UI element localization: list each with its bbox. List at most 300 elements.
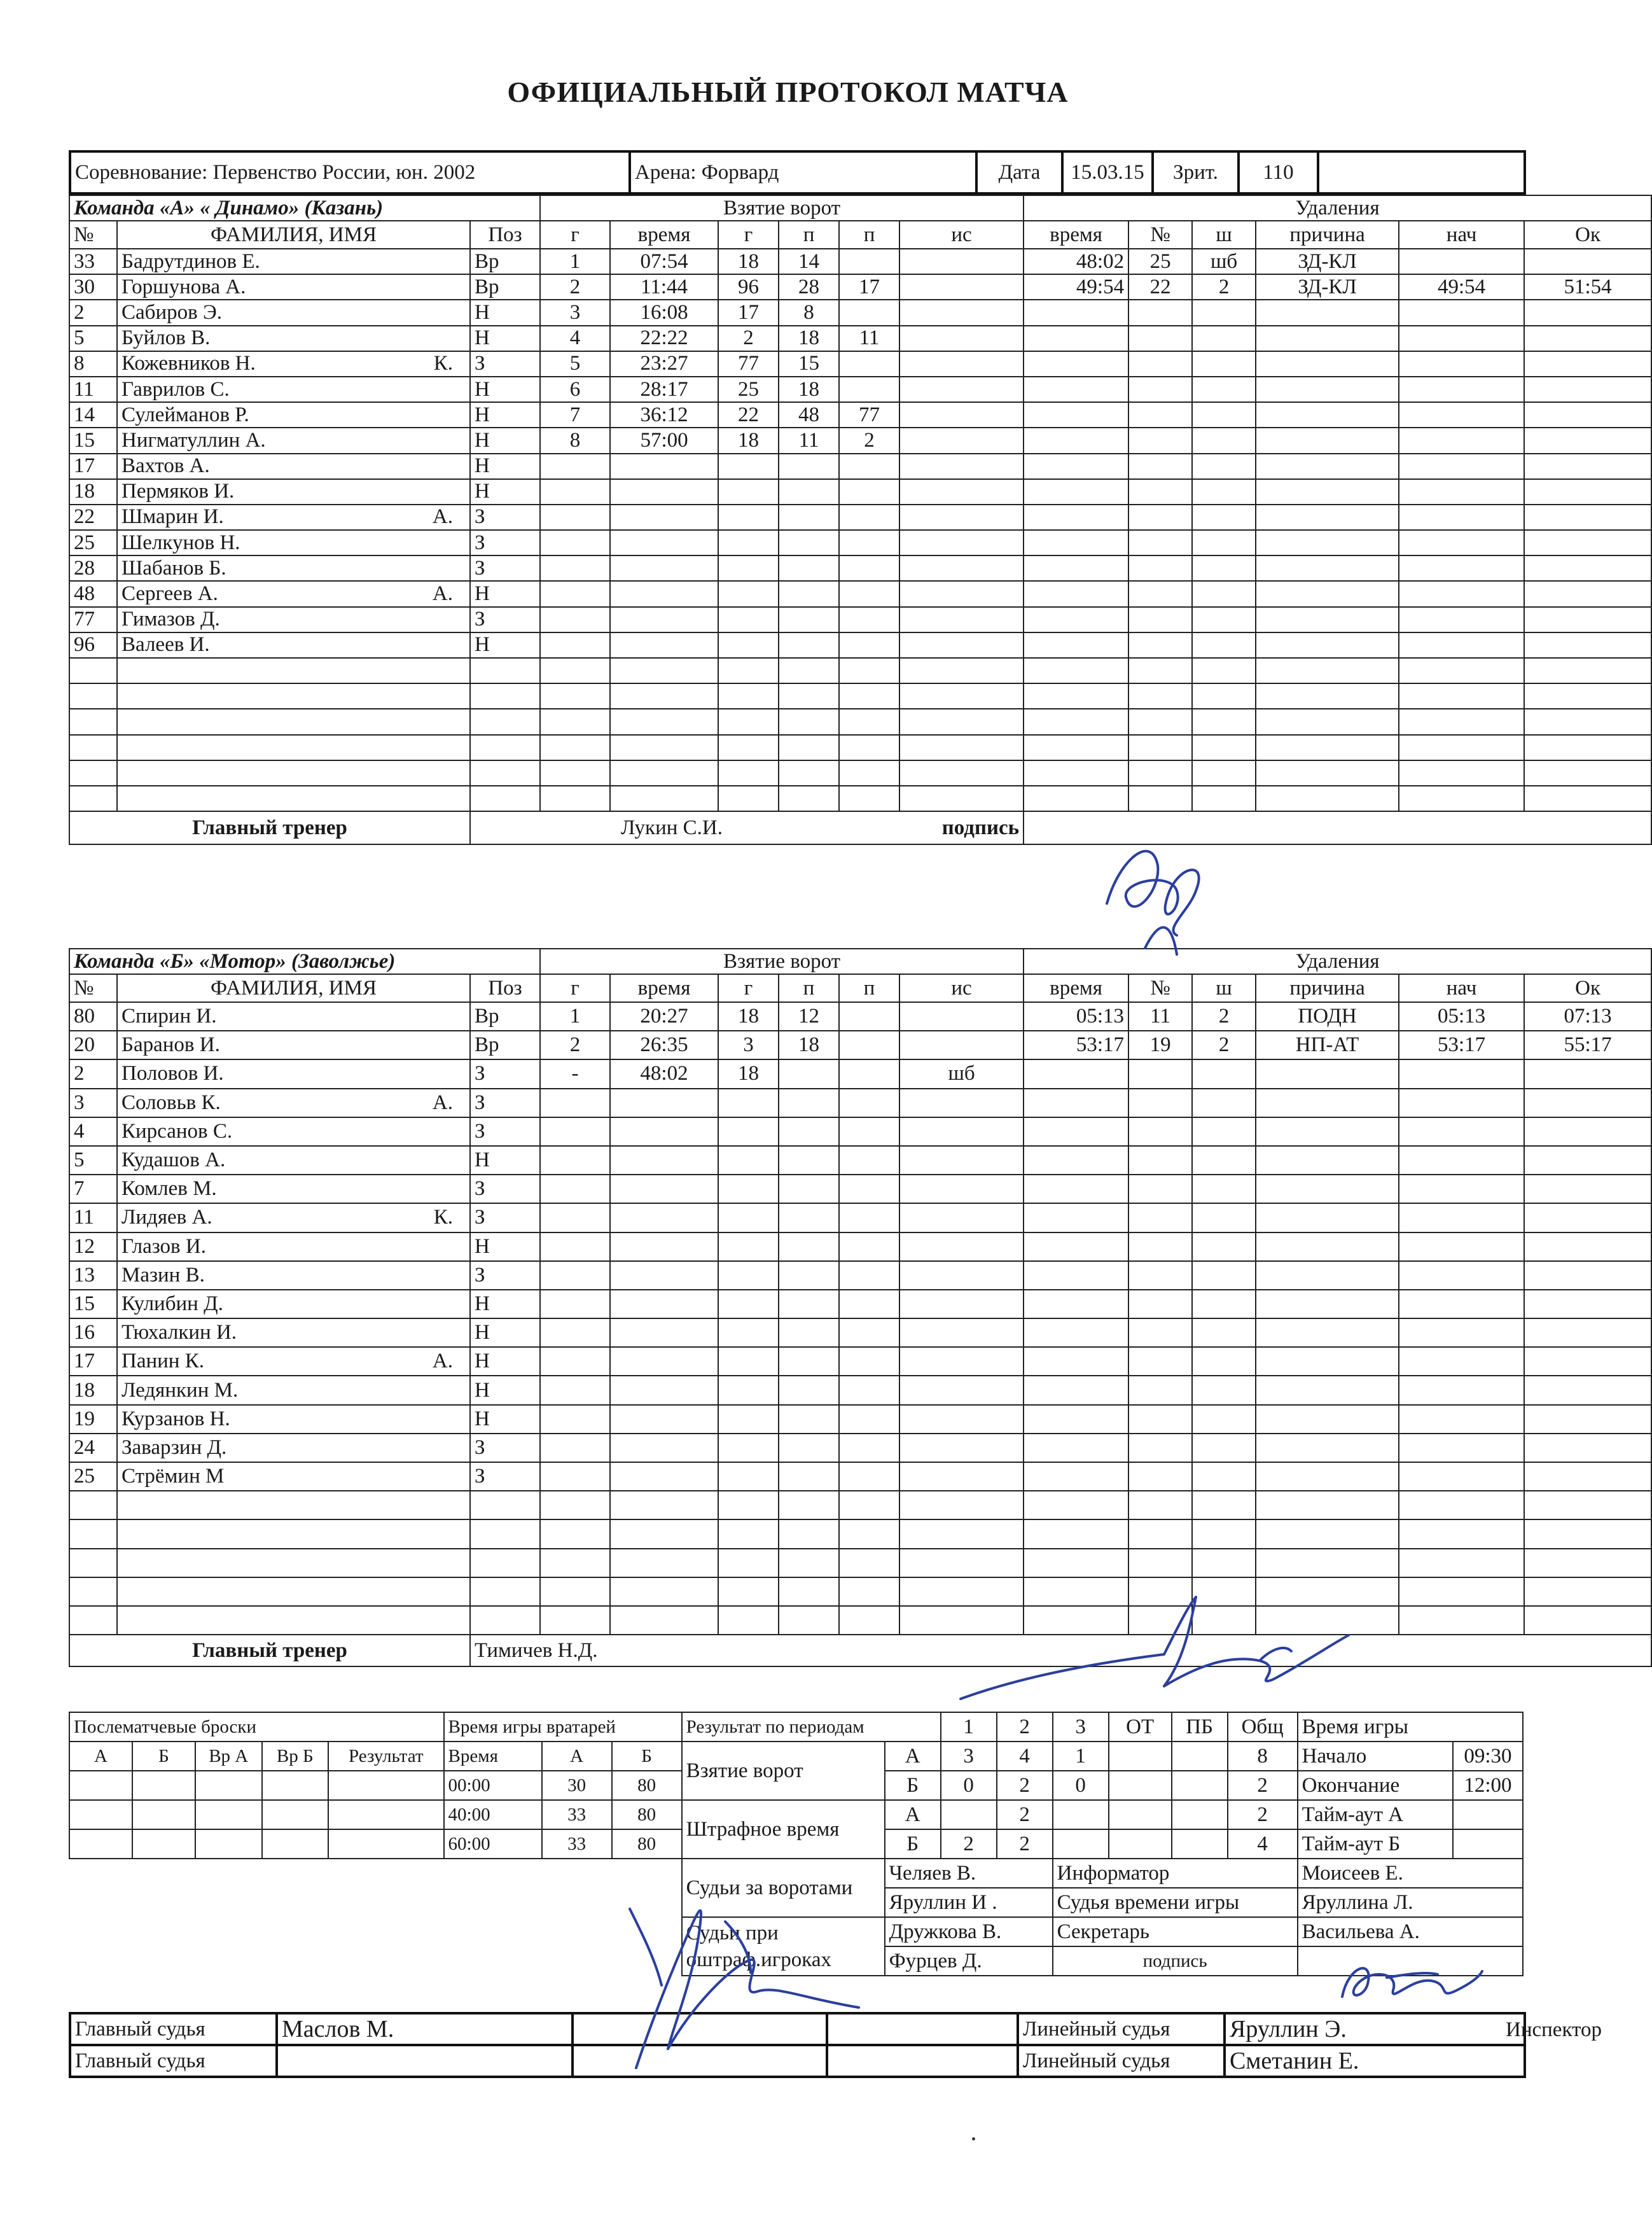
- penalty-no: [1128, 1059, 1192, 1088]
- player-name-cell: [117, 454, 470, 479]
- goal-judge-1: Челяев В.: [885, 1859, 1053, 1888]
- player-position: Вр: [470, 274, 540, 300]
- protocol-title: ОФИЦИАЛЬНЫЙ ПРОТОКОЛ МАТЧА: [507, 76, 1069, 108]
- goal-sit: [899, 1318, 1024, 1347]
- goal-n: [540, 454, 610, 479]
- a-player-row: [69, 683, 1651, 709]
- goal-a2: [779, 581, 839, 606]
- goal-a1: [718, 1462, 779, 1491]
- player-number: 15: [69, 1290, 117, 1318]
- secretary-label: Секретарь: [1053, 1917, 1298, 1946]
- penalty-min: [1192, 1519, 1256, 1548]
- goal-a1: 25: [718, 377, 779, 402]
- player-name: Шелкунов Н.: [121, 531, 240, 554]
- goal-a3: [839, 1290, 899, 1318]
- player-role: А.: [432, 582, 453, 606]
- player-number: [69, 1577, 117, 1606]
- penalty-end: [1524, 1232, 1651, 1261]
- goal-n: [540, 479, 610, 505]
- a-player-row: [69, 632, 1651, 658]
- coach-a-signature: [1081, 821, 1247, 967]
- penalty-reason: [1256, 683, 1399, 709]
- goal-time: [610, 1318, 718, 1347]
- player-name-cell: [117, 249, 470, 274]
- goal-n: [540, 1089, 610, 1117]
- goal-n: [540, 1347, 610, 1376]
- penalty-min: [1192, 326, 1256, 351]
- goal-time: [610, 1261, 718, 1290]
- penalty-reason: [1256, 428, 1399, 453]
- date-label: Дата: [976, 151, 1062, 193]
- goal-a2: [779, 683, 839, 709]
- goal-a2: [779, 607, 839, 632]
- player-position: З: [470, 1175, 540, 1203]
- col-penalty-minutes: ш: [1192, 221, 1256, 249]
- b-player-row: [69, 1261, 1651, 1290]
- goal-a3: [839, 1347, 899, 1376]
- b-player-row: [69, 1462, 1651, 1491]
- penalty-min: [1192, 735, 1256, 760]
- goals-label: Взятие ворот: [682, 1742, 885, 1800]
- penalty-start: [1399, 1175, 1524, 1203]
- player-position: [470, 760, 540, 786]
- b-player-row: [69, 1376, 1651, 1404]
- header-empty: [1318, 151, 1525, 193]
- col-goal-scorer: г: [718, 221, 779, 249]
- player-name: Кирсанов С.: [121, 1119, 233, 1143]
- goal-a3: [839, 377, 899, 402]
- penalty-reason: [1256, 300, 1399, 325]
- arena: Арена: Форвард: [630, 151, 976, 193]
- goal-n: [540, 607, 610, 632]
- player-number: 11: [69, 1203, 117, 1232]
- goal-a1: [718, 1203, 779, 1232]
- goal-a3: [839, 1405, 899, 1434]
- goal-a3: [839, 1491, 899, 1519]
- penalty-min: [1192, 1290, 1256, 1318]
- penalty-no: [1128, 1434, 1192, 1462]
- goal-a2: [779, 760, 839, 786]
- goal-sit: [899, 1462, 1024, 1491]
- penalty-min: [1192, 300, 1256, 325]
- goal-a1: [718, 1117, 779, 1146]
- goals-a-p3: 1: [1053, 1742, 1109, 1771]
- player-name-cell: [117, 530, 470, 555]
- goal-time: [610, 1290, 718, 1318]
- shootout-cell: [195, 1771, 262, 1800]
- goal-sit: [899, 1549, 1024, 1577]
- goal-a1: [718, 1491, 779, 1519]
- goal-a2: [779, 555, 839, 581]
- goal-a3: [839, 709, 899, 734]
- penalty-no: [1128, 709, 1192, 734]
- goal-a3: [839, 1089, 899, 1117]
- goal-time: 22:22: [610, 326, 718, 351]
- team-a-penalties-header: Удаления: [1024, 195, 1651, 221]
- goal-sit: [899, 1491, 1024, 1519]
- penalty-start: [1399, 735, 1524, 760]
- goal-time: [610, 1347, 718, 1376]
- shootout-cell: [69, 1800, 132, 1829]
- goal-sit: [899, 1232, 1024, 1261]
- secretary-signature: [1329, 1952, 1489, 2009]
- goal-sit: [899, 505, 1024, 530]
- goals-b-p3: 0: [1053, 1771, 1109, 1800]
- goal-time: [610, 1519, 718, 1548]
- penalty-no: [1128, 1089, 1192, 1117]
- penalty-time: [1024, 428, 1128, 453]
- penalty-start: [1399, 683, 1524, 709]
- penalty-no: [1128, 428, 1192, 453]
- col-penalty-end: Ок: [1524, 221, 1651, 249]
- informer-label: Информатор: [1053, 1859, 1298, 1888]
- goal-n: 6: [540, 377, 610, 402]
- goal-n: [540, 581, 610, 606]
- timekeeper: Яруллина Л.: [1298, 1888, 1523, 1917]
- goal-a1: 18: [718, 428, 779, 453]
- player-number: [69, 658, 117, 683]
- player-name-cell: [117, 1232, 470, 1261]
- player-name-cell: [117, 1089, 470, 1117]
- shootout-label: Послематчевые броски: [69, 1712, 444, 1742]
- goal-a2: [779, 1491, 839, 1519]
- goal-sit: шб: [899, 1059, 1024, 1088]
- player-number: 2: [69, 1059, 117, 1088]
- goal-a3: [839, 1059, 899, 1088]
- player-position: З: [470, 555, 540, 581]
- player-number: [69, 1549, 117, 1577]
- player-number: 2: [69, 300, 117, 325]
- player-number: 28: [69, 555, 117, 581]
- player-name: Шабанов Б.: [121, 556, 226, 580]
- penalty-start: [1399, 1261, 1524, 1290]
- goal-a3: [839, 300, 899, 325]
- col-penalty-player: №: [1128, 974, 1192, 1002]
- penalty-start: 05:13: [1399, 1002, 1524, 1031]
- player-number: [69, 1606, 117, 1635]
- goal-a2: 15: [779, 351, 839, 377]
- goal-a3: [839, 351, 899, 377]
- goal-a2: 12: [779, 1002, 839, 1031]
- goal-a1: 17: [718, 300, 779, 325]
- goal-a3: [839, 581, 899, 606]
- b-player-row: [69, 1549, 1651, 1577]
- penalty-min: [1192, 1376, 1256, 1404]
- goal-sit: [899, 377, 1024, 402]
- goal-sit: [899, 326, 1024, 351]
- a-player-row: [69, 274, 1651, 300]
- penalty-end: [1524, 300, 1651, 325]
- penalty-end: [1524, 1290, 1651, 1318]
- goal-sit: [899, 1002, 1024, 1031]
- penalty-end: [1524, 786, 1651, 811]
- pen-b-p1: 2: [941, 1829, 997, 1859]
- penalty-reason: [1256, 1175, 1399, 1203]
- player-position: Н: [470, 1318, 540, 1347]
- goal-a2: [779, 1146, 839, 1175]
- penalty-min: [1192, 1434, 1256, 1462]
- penalty-time: [1024, 1089, 1128, 1117]
- penalty-reason: [1256, 454, 1399, 479]
- goal-a3: [839, 1002, 899, 1031]
- goal-a3: [839, 1261, 899, 1290]
- player-name-cell: [117, 1261, 470, 1290]
- penalty-start: [1399, 1577, 1524, 1606]
- player-position: Вр: [470, 249, 540, 274]
- col-goal-num: г: [540, 221, 610, 249]
- start-label: Начало: [1298, 1742, 1453, 1771]
- goal-a1: [718, 1519, 779, 1548]
- goals-a-ot: [1109, 1742, 1172, 1771]
- goal-n: [540, 505, 610, 530]
- team-b-table: [69, 948, 1652, 1667]
- goals-b-p2: 2: [997, 1771, 1053, 1800]
- goal-a2: [779, 1405, 839, 1434]
- penalty-end: [1524, 760, 1651, 786]
- penalty-end: [1524, 1203, 1651, 1232]
- col-assist-2: п: [839, 974, 899, 1002]
- penalty-reason: [1256, 658, 1399, 683]
- player-name-cell: [117, 632, 470, 658]
- goal-time: [610, 581, 718, 606]
- player-position: Н: [470, 402, 540, 428]
- goal-a1: [718, 1318, 779, 1347]
- penalty-min: [1192, 581, 1256, 606]
- head-referee-2: [277, 2045, 573, 2077]
- penalty-start: [1399, 1376, 1524, 1404]
- player-position: [470, 1606, 540, 1635]
- penalty-min: [1192, 402, 1256, 428]
- penalty-judges-label: Судьи при оштраф.игроках: [682, 1917, 885, 1976]
- penalty-start: [1399, 581, 1524, 606]
- penalty-start: 53:17: [1399, 1031, 1524, 1059]
- player-number: 18: [69, 479, 117, 505]
- head-referee-1: Маслов М.: [277, 2013, 573, 2045]
- goal-n: [540, 658, 610, 683]
- goal-a2: [779, 1577, 839, 1606]
- player-number: [69, 786, 117, 811]
- col-penalty-player: №: [1128, 221, 1192, 249]
- a-player-row: [69, 607, 1651, 632]
- goals-a-pb: [1172, 1742, 1228, 1771]
- goal-a3: [839, 683, 899, 709]
- goal-sit: [899, 786, 1024, 811]
- period-3: 3: [1053, 1712, 1109, 1742]
- goal-n: [540, 735, 610, 760]
- goal-a1: [718, 530, 779, 555]
- penalty-time: 49:54: [1024, 274, 1128, 300]
- goal-a2: [779, 1261, 839, 1290]
- penalty-start: [1399, 1606, 1524, 1635]
- penalty-start: [1399, 1203, 1524, 1232]
- shootout-cell: [328, 1800, 444, 1829]
- goal-sit: [899, 1347, 1024, 1376]
- goal-a1: 18: [718, 249, 779, 274]
- penalty-time: [1024, 1347, 1128, 1376]
- player-position: Н: [470, 454, 540, 479]
- goal-a3: 17: [839, 274, 899, 300]
- penalty-time: [1024, 709, 1128, 734]
- penalty-end: [1524, 1606, 1651, 1635]
- player-name: Шмарин И.: [121, 505, 224, 529]
- shootout-cell: [132, 1829, 195, 1859]
- penalty-start: [1399, 1232, 1524, 1261]
- penalty-min: 2: [1192, 274, 1256, 300]
- player-name: Кожевников Н.: [121, 352, 256, 375]
- pen-a-p2: 2: [997, 1800, 1053, 1829]
- goal-a2: [779, 1290, 839, 1318]
- col-penalty-minutes: ш: [1192, 974, 1256, 1002]
- penalty-start: [1399, 555, 1524, 581]
- a-player-row: [69, 735, 1651, 760]
- goal-a3: [839, 632, 899, 658]
- a-player-row: [69, 760, 1651, 786]
- penalty-min: [1192, 428, 1256, 453]
- penalty-reason: [1256, 1434, 1399, 1462]
- player-position: Н: [470, 1232, 540, 1261]
- penalty-reason: ЗД-КЛ: [1256, 274, 1399, 300]
- penalty-end: [1524, 326, 1651, 351]
- col-situation: ис: [899, 221, 1024, 249]
- penalty-end: [1524, 351, 1651, 377]
- player-name: Кудашов А.: [121, 1148, 226, 1172]
- gk-row-3-a: 33: [542, 1829, 612, 1859]
- goal-a1: [718, 1089, 779, 1117]
- penalty-reason: [1256, 607, 1399, 632]
- col-assist-1: п: [779, 221, 839, 249]
- penalty-end: [1524, 1549, 1651, 1577]
- timeout-a: [1453, 1800, 1523, 1829]
- player-name-cell: [117, 760, 470, 786]
- player-name-cell: [117, 428, 470, 453]
- penalty-no: [1128, 402, 1192, 428]
- team-a-coach-label: Главный тренер: [69, 811, 470, 844]
- shootout-cell: [195, 1829, 262, 1859]
- b-player-row: [69, 1146, 1651, 1175]
- gk-col-a: А: [542, 1742, 612, 1771]
- penalty-end: [1524, 632, 1651, 658]
- goal-a1: 2: [718, 326, 779, 351]
- penalty-reason: ПОДН: [1256, 1002, 1399, 1031]
- penalty-no: [1128, 505, 1192, 530]
- penalty-start: [1399, 351, 1524, 377]
- penalty-reason: [1256, 326, 1399, 351]
- player-name: Ледянкин М.: [121, 1378, 239, 1402]
- goal-a2: [779, 1376, 839, 1404]
- penalty-end: 55:17: [1524, 1031, 1651, 1059]
- col-goal-num: г: [540, 974, 610, 1002]
- shootout-cell: [262, 1800, 329, 1829]
- penalty-min: [1192, 555, 1256, 581]
- b-player-row: [69, 1318, 1651, 1347]
- goals-a-p1: 3: [941, 1742, 997, 1771]
- player-position: [470, 658, 540, 683]
- goal-time: [610, 735, 718, 760]
- penalty-reason: [1256, 351, 1399, 377]
- penalty-reason: [1256, 1059, 1399, 1088]
- penalty-start: [1399, 1549, 1524, 1577]
- goal-time: [610, 1577, 718, 1606]
- player-position: Н: [470, 1405, 540, 1434]
- penalty-end: [1524, 581, 1651, 606]
- penalty-time: [1024, 760, 1128, 786]
- goal-time: 20:27: [610, 1002, 718, 1031]
- player-role: А.: [432, 505, 453, 529]
- penalty-time: [1024, 351, 1128, 377]
- player-number: 77: [69, 607, 117, 632]
- player-position: З: [470, 530, 540, 555]
- goal-n: [540, 1519, 610, 1548]
- penalty-reason: [1256, 632, 1399, 658]
- goal-sit: [899, 1203, 1024, 1232]
- goal-a1: [718, 555, 779, 581]
- goal-sit: [899, 1376, 1024, 1404]
- player-name: Сабиров Э.: [121, 300, 222, 324]
- goal-sit: [899, 1261, 1024, 1290]
- penalty-reason: [1256, 530, 1399, 555]
- player-name: Вахтов А.: [121, 454, 210, 478]
- penalty-min: [1192, 454, 1256, 479]
- player-number: 48: [69, 581, 117, 606]
- penalty-start: [1399, 1059, 1524, 1088]
- period-pb: ПБ: [1172, 1712, 1228, 1742]
- pen-b-total: 4: [1228, 1829, 1298, 1859]
- player-position: З: [470, 1059, 540, 1088]
- player-name: Гимазов Д.: [121, 608, 220, 631]
- penalty-reason: [1256, 581, 1399, 606]
- player-number: 3: [69, 1089, 117, 1117]
- period-1: 1: [941, 1712, 997, 1742]
- penalty-min: [1192, 658, 1256, 683]
- penalty-reason: [1256, 1376, 1399, 1404]
- col-goal-time: время: [610, 974, 718, 1002]
- player-role: К.: [433, 1206, 453, 1229]
- goal-n: 5: [540, 351, 610, 377]
- goal-a3: [839, 786, 899, 811]
- player-number: 13: [69, 1261, 117, 1290]
- player-name-cell: [117, 555, 470, 581]
- penalty-reason: [1256, 1347, 1399, 1376]
- player-position: З: [470, 1089, 540, 1117]
- linesman-label-2: Линейный судья: [1018, 2045, 1225, 2077]
- b-player-row: [69, 1002, 1651, 1031]
- penalty-start: [1399, 1462, 1524, 1491]
- player-name-cell: [117, 1549, 470, 1577]
- goal-time: [610, 530, 718, 555]
- player-role: А.: [432, 1091, 453, 1114]
- col-penalty-reason: причина: [1256, 221, 1399, 249]
- goal-a1: [718, 1405, 779, 1434]
- penalty-start: [1399, 530, 1524, 555]
- col-pos: Поз: [470, 974, 540, 1002]
- penalty-end: [1524, 1059, 1651, 1088]
- goal-a1: [718, 1347, 779, 1376]
- col-assist-1: п: [779, 974, 839, 1002]
- penalty-time: [1024, 1232, 1128, 1261]
- timeout-b-label: Тайм-аут Б: [1298, 1829, 1453, 1859]
- shootout-cell: [195, 1800, 262, 1829]
- goal-a3: [839, 1462, 899, 1491]
- penalty-no: [1128, 300, 1192, 325]
- goal-a2: [779, 735, 839, 760]
- inspector-label: Инспектор: [1506, 2018, 1602, 2041]
- penalty-start: [1399, 505, 1524, 530]
- penalty-start: [1399, 1519, 1524, 1548]
- player-position: [470, 1549, 540, 1577]
- goal-a3: [839, 735, 899, 760]
- penalty-time: [1024, 1203, 1128, 1232]
- b-player-row: [69, 1519, 1651, 1548]
